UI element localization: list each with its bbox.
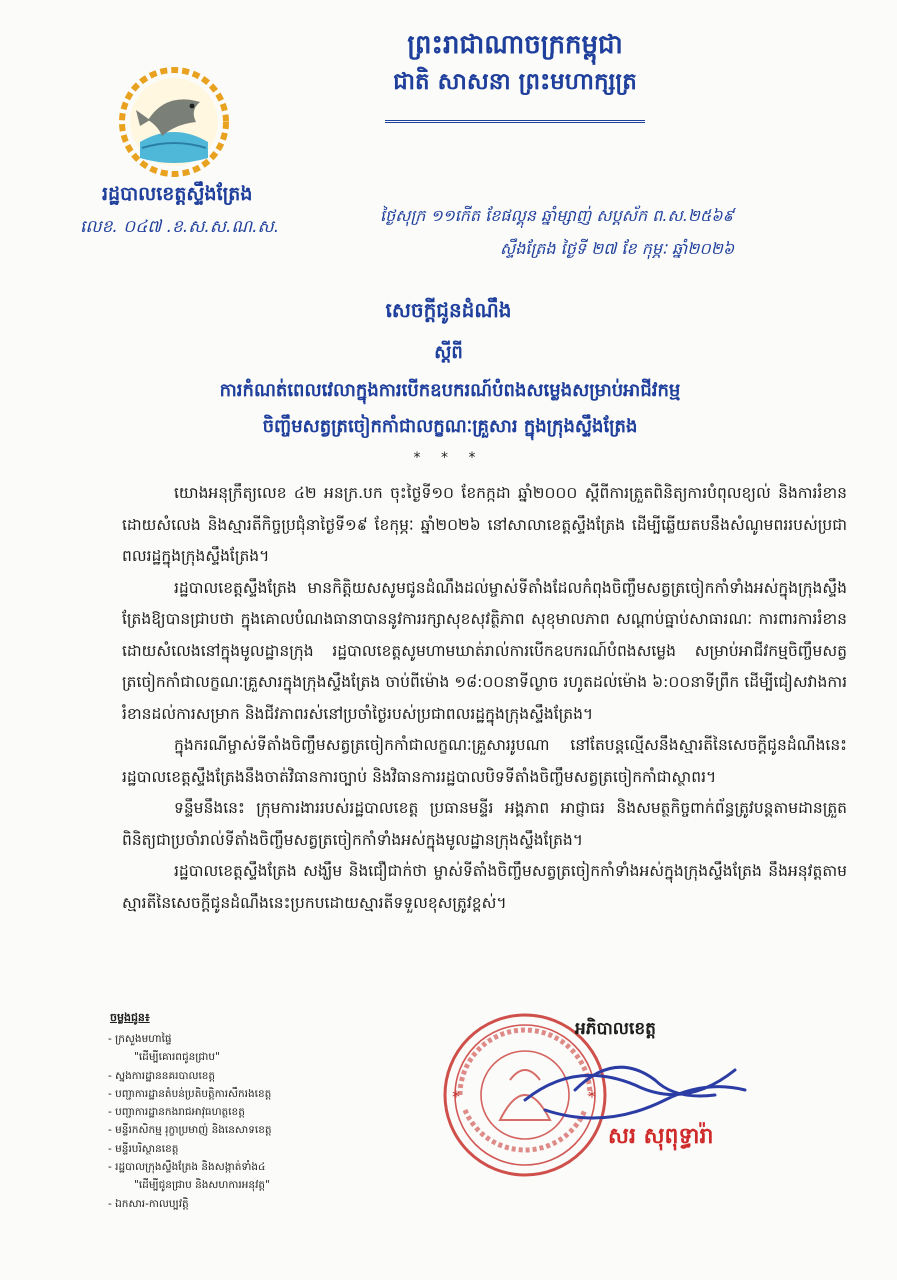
lunar-date: ថ្ងៃសុក្រ ១១កើត ខែផល្គុន ឆ្នាំម្សាញ់ សប្តស័ក ព.ស.២៥៦៩: [380, 206, 734, 225]
subject-label: ស្តីពី: [434, 342, 463, 363]
section-separator: * * *: [413, 450, 484, 466]
solar-date: ស្ទឹងត្រែង ថ្ងៃទី ២៧ ខែ កុម្ភៈ ឆ្នាំ២០២៦: [500, 239, 735, 258]
cc-item: - បញ្ជាការដ្ឋានតំបន់ប្រតិបត្តិការសឹករងខេត្ត: [108, 1087, 272, 1100]
kingdom-heading: ព្រះរាជាណាចក្រកម្ពុជា: [407, 30, 623, 60]
svg-text:*: *: [452, 1087, 460, 1106]
document-title-line2: ចិញ្ចឹមសត្វត្រចៀកកាំជាលក្ខណៈគ្រួសារ ក្នុងក្រុងស្ទឹងត្រែង: [262, 416, 638, 437]
document-title-line1: ការកំណត់ពេលវេលាក្នុងការបើកឧបករណ៍បំពងសម្លេងសម្រាប់អាជីវកម្ម: [219, 380, 681, 401]
cc-list: [108, 1030, 368, 1213]
cc-item: - មន្ទីរបរិស្ថានខេត្ត: [108, 1142, 179, 1155]
cc-item: - មន្ទីរកសិកម្ម រុក្ខាប្រមាញ់ និងនេសាទខេត្ត: [108, 1124, 272, 1137]
signatory-name: សរ សុពុទ្ធារ៉ា: [608, 1124, 714, 1149]
cc-item: - ក្រសួងមហាផ្ទៃ: [108, 1033, 172, 1045]
cc-item: - រដ្ឋបាលក្រុងស្ទឹងត្រែង និងសង្កាត់ទាំង៤: [108, 1161, 266, 1174]
body-paragraph: រដ្ឋបាលខេត្តស្ទឹងត្រែង មានកិត្តិយសសូមជូនដំណឹងដល់ម្ចាស់ទីតាំងដែលកំពុងចិញ្ចឹមសត្វត្រចៀកកាំទាំងអស់ក្នុងក្រុងស្ទឹងត្រែងឱ្យបានជ្រាបថា ក្នុងគោលបំណងធានាបាននូវការរក្សាសុខសុវត្ថិភាព សុខុមាលភាព សណ្តាប់ធ្នាប់សាធារណៈ ការពារការរំខានដោយសំលេងនៅក្នុងមូលដ្ឋានក្រុង រដ្ឋបាលខេត្តសូមហាមឃាត់រាល់ការបើកឧបករណ៍បំពងសម្លេង សម្រាប់អាជីវកម្មចិញ្ចឹមសត្វត្រចៀកកាំជាលក្ខណៈគ្រួសារក្នុងក្រុងស្ទឹងត្រែង ចាប់ពីម៉ោង ១៨:០០នាទីល្ងាច រហូតដល់ម៉ោង ៦:០០នាទីព្រឹក ដើម្បីជៀសវាងការរំខានដល់ការសម្រាក និងជីវភាពរស់នៅប្រចាំថ្ងៃរបស់ប្រជាពលរដ្ឋក្នុងក្រុងស្ទឹងត្រែង។: [122, 578, 847, 723]
cc-heading: ចម្លងជូន៖: [110, 1011, 150, 1024]
body-paragraph: ទន្ទឹមនឹងនេះ ក្រុមការងាររបស់រដ្ឋបាលខេត្ត ប្រធានមន្ទីរ អង្គភាព អាជ្ញាធរ និងសមត្ថកិច្ចពាក់ព័ន្ធត្រូវបន្តតាមដានត្រួតពិនិត្យជាប្រចាំរាល់ទីតាំងចិញ្ចឹមសត្វត្រចៀកកាំទាំងអស់ក្នុងមូលដ្ឋានក្រុងស្ទឹងត្រែង។: [122, 799, 847, 849]
signatory-title: អភិបាលខេត្ត: [575, 1019, 656, 1039]
body-paragraph: រដ្ឋបាលខេត្តស្ទឹងត្រែង សង្ឃឹម និងជឿជាក់ថា ម្ចាស់ទីតាំងចិញ្ចឹមសត្វត្រចៀកកាំទាំងអស់ក្នុងក្រុងស្ទឹងត្រែង នឹងអនុវត្តតាមស្មារតីនៃសេចក្តីជូនដំណឹងនេះប្រកបដោយស្មារតីទទួលខុសត្រូវខ្ពស់។: [122, 862, 847, 912]
provincial-logo-emblem: [110, 62, 238, 182]
body-paragraph: យោងអនុក្រឹត្យលេខ ៤២ អនក្រ.បក ចុះថ្ងៃទី១០ ខែកក្កដា ឆ្នាំ២០០០ ស្តីពីការត្រួតពិនិត្យការបំពុលខ្យល់ និងការរំខានដោយសំលេង និងស្មារតីកិច្ចប្រជុំនាថ្ងៃទី១៩ ខែកុម្ភៈ ឆ្នាំ២០២៦ នៅសាលាខេត្តស្ទឹងត្រែង ដើម្បីឆ្លើយតបនឹងសំណូមពររបស់ប្រជាពលរដ្ឋក្នុងក្រុងស្ទឹងត្រែង។: [122, 484, 847, 565]
issuing-administration: រដ្ឋបាលខេត្តស្ទឹងត្រែង: [102, 183, 253, 205]
header-divider: [385, 120, 645, 123]
cc-item: - បញ្ជាការដ្ឋានកងរាជអាវុធហត្ថខេត្ត: [108, 1106, 245, 1119]
cc-item: - ឯកសារ-កាលប្បវត្តិ: [108, 1197, 189, 1210]
reference-number: លេខ. ០៤៧ .ខ.ស.ស.ណ.ស.: [80, 217, 280, 237]
cc-item: "ដើម្បីជូនជ្រាប និងសហការអនុវត្ត": [134, 1179, 270, 1192]
document-body: [122, 478, 847, 919]
cc-item: - ស្នងការដ្ឋាននគរបាលខេត្ត: [108, 1069, 216, 1082]
body-paragraph: ក្នុងករណីម្ចាស់ទីតាំងចិញ្ចឹមសត្វត្រចៀកកាំជាលក្ខណៈគ្រួសាររូបណា នៅតែបន្តល្មើសនឹងស្មារតីនៃសេចក្តីជូនដំណឹងនេះ រដ្ឋបាលខេត្តស្ទឹងត្រែងនឹងចាត់វិធានការច្បាប់ និងវិធានការរដ្ឋបាលបិទទីតាំងចិញ្ចឹមសត្វត្រចៀកកាំជាស្ថាពរ។: [122, 736, 847, 786]
svg-text:*: *: [588, 1087, 596, 1106]
document-type: សេចក្តីជូនដំណឹង: [385, 298, 512, 322]
cc-item: "ដើម្បីគោរពជូនជ្រាប": [134, 1051, 220, 1064]
national-motto: ជាតិ សាសនា ព្រះមហាក្សត្រ: [393, 69, 637, 95]
